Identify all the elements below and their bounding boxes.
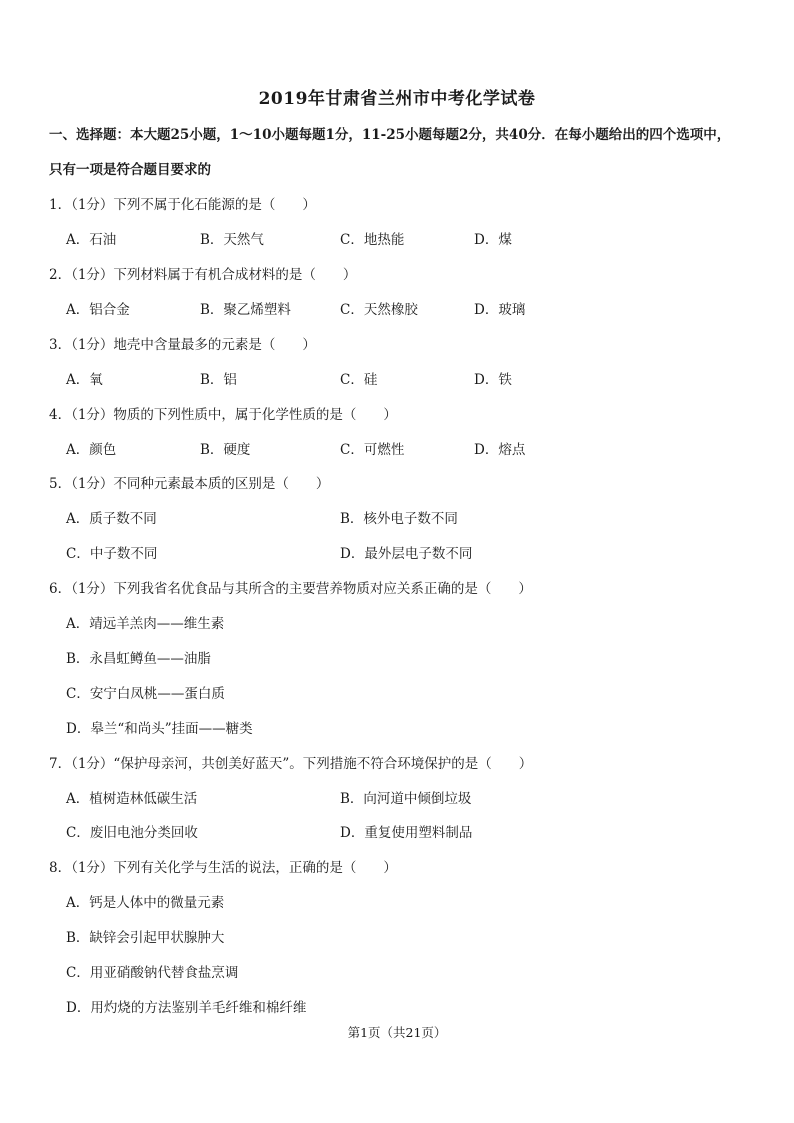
question-5-option-d: D．最外层电子数不同 [340, 546, 473, 562]
question-2-option-c: C．天然橡胶 [340, 302, 418, 318]
question-6-option-d: D．皋兰“和尚头”挂面——糖类 [66, 721, 253, 737]
question-3-option-a: A．氧 [66, 372, 103, 388]
question-7-option-c: C．废旧电池分类回收 [66, 825, 198, 841]
question-1-option-c: C．地热能 [340, 232, 405, 248]
section-instructions-line2: 只有一项是符合题目要求的 [49, 162, 211, 178]
question-4-option-b: B．硬度 [200, 442, 251, 458]
question-3-option-d: D．铁 [474, 372, 512, 388]
question-1-option-a: A．石油 [66, 232, 117, 248]
question-6-stem: 6．（1分）下列我省名优食品与其所含的主要营养物质对应关系正确的是（ ） [49, 581, 532, 597]
question-3-option-c: C．硅 [340, 372, 378, 388]
question-7-stem: 7．（1分）“保护母亲河，共创美好蓝天”。下列措施不符合环境保护的是（ ） [49, 756, 533, 772]
question-1-option-b: B．天然气 [200, 232, 264, 248]
question-3-option-b: B．铝 [200, 372, 237, 388]
question-8-option-a: A．钙是人体中的微量元素 [66, 895, 225, 911]
question-5-stem: 5．（1分）不同种元素最本质的区别是（ ） [49, 476, 330, 492]
question-8-option-b: B．缺锌会引起甲状腺肿大 [66, 930, 225, 946]
question-5-option-b: B．核外电子数不同 [340, 511, 458, 527]
question-8-option-c: C．用亚硝酸钠代替食盐烹调 [66, 965, 239, 981]
question-2-option-d: D．玻璃 [474, 302, 526, 318]
question-4-option-c: C．可燃性 [340, 442, 405, 458]
question-5-option-a: A．质子数不同 [66, 511, 157, 527]
question-2-option-a: A．铝合金 [66, 302, 130, 318]
question-8-option-d: D．用灼烧的方法鉴别羊毛纤维和棉纤维 [66, 1000, 307, 1016]
question-4-stem: 4．（1分）物质的下列性质中，属于化学性质的是（ ） [49, 407, 397, 423]
question-3-stem: 3．（1分）地壳中含量最多的元素是（ ） [49, 337, 316, 353]
question-8-stem: 8．（1分）下列有关化学与生活的说法，正确的是（ ） [49, 860, 397, 876]
page-footer: 第1页（共21页） [347, 1025, 447, 1040]
page-title: 2019年甘肃省兰州市中考化学试卷 [258, 89, 536, 109]
question-4-option-d: D．熔点 [474, 442, 526, 458]
question-7-option-d: D．重复使用塑料制品 [340, 825, 473, 841]
question-6-option-a: A．靖远羊羔肉——维生素 [66, 616, 225, 632]
section-instructions-line1: 一、选择题：本大题25小题，1～10小题每题1分，11-25小题每题2分，共40分．在每小题给出的四个选项中， [49, 127, 731, 143]
question-7-option-a: A．植树造林低碳生活 [66, 791, 198, 807]
question-5-option-c: C．中子数不同 [66, 546, 158, 562]
question-7-option-b: B．向河道中倾倒垃圾 [340, 791, 472, 807]
question-2-option-b: B．聚乙烯塑料 [200, 302, 291, 318]
question-1-option-d: D．煤 [474, 232, 512, 248]
question-6-option-b: B．永昌虹鳟鱼——油脂 [66, 651, 211, 667]
question-2-stem: 2．（1分）下列材料属于有机合成材料的是（ ） [49, 267, 357, 283]
question-1-stem: 1．（1分）下列不属于化石能源的是（ ） [49, 197, 316, 213]
question-4-option-a: A．颜色 [66, 442, 117, 458]
question-6-option-c: C．安宁白凤桃——蛋白质 [66, 686, 225, 702]
